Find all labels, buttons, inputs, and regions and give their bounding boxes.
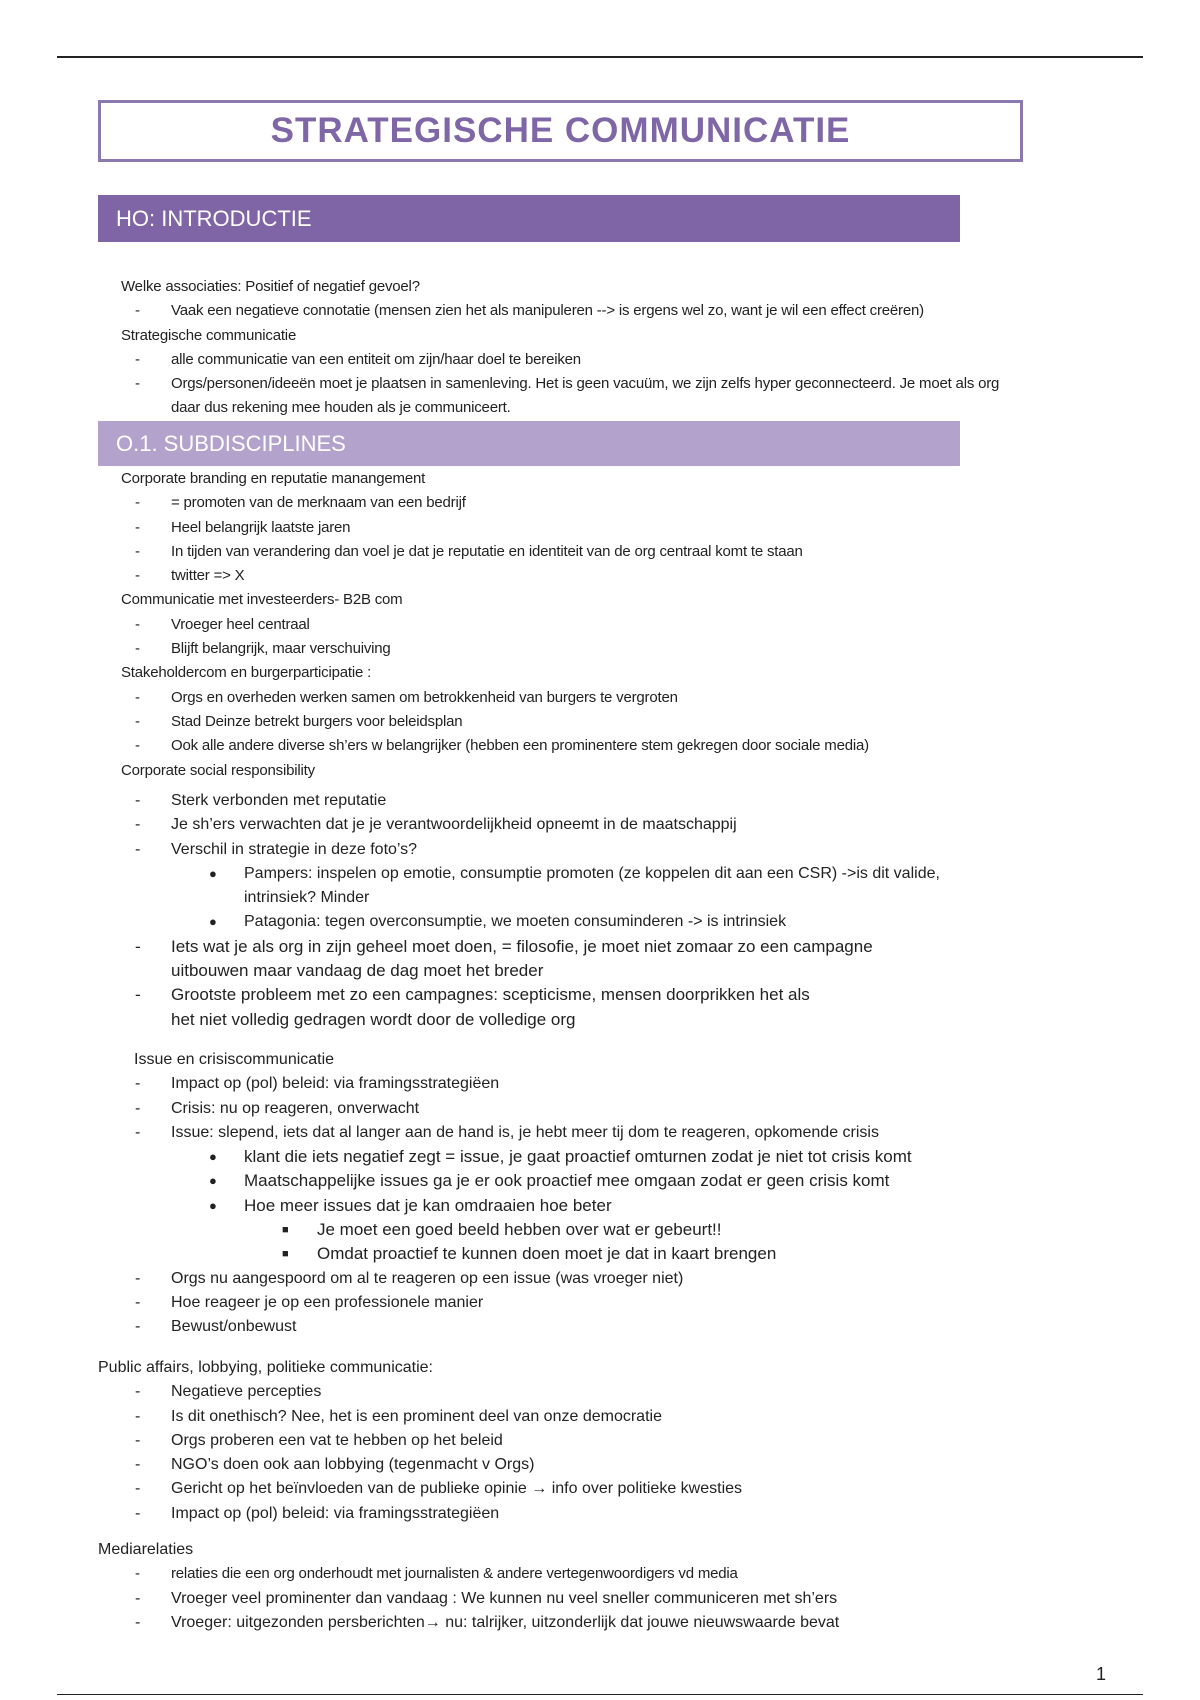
- document-title: STRATEGISCHE COMMUNICATIE: [270, 111, 851, 150]
- list-item: - In tijden van verandering dan voel je dat je reputatie en identiteit van de org centraal komt te staan: [0, 540, 1200, 564]
- list-item: - Iets wat je als org in zijn geheel moet doen, = filosofie, je moet niet zomaar zo een campagne: [0, 935, 1200, 959]
- dash-bullet: -: [135, 816, 141, 834]
- subheading: Strategische communicatie: [121, 326, 297, 344]
- list-item-continuation: uitbouwen maar vandaag de dag moet het breder: [171, 961, 544, 981]
- dash-bullet: -: [135, 1383, 141, 1401]
- dash-bullet: -: [135, 567, 140, 585]
- subheading: Issue en crisiscommunicatie: [134, 1051, 335, 1068]
- list-item: - Je sh’ers verwachten dat je je verantwoordelijkheid opneemt in de maatschappij: [0, 813, 1200, 837]
- sub-list-item: ● Pampers: inspelen op emotie, consumptie promoten (ze koppelen dit aan een CSR) ->is dit valide,: [0, 862, 1200, 886]
- issue-section: [0, 1048, 1200, 1340]
- list-item-continuation: daar dus rekening mee houden als je communiceert.: [171, 399, 511, 417]
- list-item: - Grootste probleem met zo een campagnes: scepticisme, mensen doorprikken het als: [0, 983, 1200, 1007]
- dash-bullet: -: [135, 518, 140, 536]
- sub-list-item: ● Patagonia: tegen overconsumptie, we moeten consuminderen -> is intrinsiek: [0, 910, 1200, 934]
- list-item: - Impact op (pol) beleid: via framingsstrategiëen: [0, 1502, 1200, 1526]
- mediarelaties-section: [0, 1538, 1200, 1635]
- dash-bullet: -: [135, 840, 141, 858]
- subheading: Corporate branding en reputatie manangement: [121, 470, 426, 487]
- list-item: - Bewust/onbewust: [0, 1315, 1200, 1339]
- list-item: - Is dit onethisch? Nee, het is een prominent deel van onze democratie: [0, 1405, 1200, 1429]
- sub-list-item: ● Maatschappelijke issues ga je er ook proactief mee omgaan zodat er geen crisis komt: [0, 1169, 1200, 1193]
- list-item: - Heel belangrijk laatste jaren: [0, 516, 1200, 540]
- square-bullet: ■: [282, 1224, 289, 1237]
- dash-bullet: -: [135, 1456, 141, 1474]
- list-item: - Verschil in strategie in deze foto’s?: [0, 838, 1200, 862]
- subheading: Corporate social responsibility: [121, 761, 315, 779]
- list-item-continuation: het niet volledig gedragen wordt door de volledige org: [171, 1009, 576, 1029]
- list-item: - Orgs nu aangespoord om al te reageren op een issue (was vroeger niet): [0, 1267, 1200, 1291]
- heading-introductie: HO: INTRODUCTIE: [98, 195, 960, 242]
- list-item: - Orgs en overheden werken samen om betrokkenheid van burgers te vergroten: [0, 686, 1200, 710]
- intro-section: [0, 275, 1200, 421]
- sub-sub-list-item: ■ Je moet een goed beeld hebben over wat er gebeurt!!: [0, 1218, 1200, 1242]
- list-item: - twitter => X: [0, 564, 1200, 588]
- list-item: - Gericht op het beïnvloeden van de publieke opinie → info over politieke kwesties: [0, 1477, 1200, 1501]
- csr-section: [0, 789, 1200, 1032]
- dash-bullet: -: [135, 350, 140, 368]
- list-item: - Ook alle andere diverse sh’ers w belangrijker (hebben een prominentere stem gekregen door sociale media): [0, 734, 1200, 758]
- dash-bullet: -: [135, 1269, 141, 1287]
- dash-bullet: -: [135, 737, 140, 755]
- dash-bullet: -: [135, 1504, 141, 1522]
- list-item: - Issue: slepend, iets dat al langer aan de hand is, je hebt meer tij dom te reageren, opkomende crisis: [0, 1121, 1200, 1145]
- dot-bullet: ●: [209, 914, 217, 930]
- dash-bullet: -: [135, 936, 141, 956]
- dash-bullet: -: [135, 1407, 141, 1425]
- list-item: - Impact op (pol) beleid: via framingsstrategiëen: [0, 1072, 1200, 1096]
- dash-bullet: -: [135, 1613, 141, 1631]
- top-rule: [57, 56, 1143, 58]
- list-item: - Orgs/personen/ideeën moet je plaatsen in samenleving. Het is geen vacuüm, we zijn zelfs hyper geconnecteerd. Je moet als org: [0, 372, 1200, 396]
- page-number: 1: [1096, 1664, 1107, 1684]
- list-item: - Stad Deinze betrekt burgers voor beleidsplan: [0, 710, 1200, 734]
- heading-subdisciplines: O.1. SUBDISCIPLINES: [98, 421, 960, 466]
- subheading: Mediarelaties: [98, 1541, 194, 1558]
- list-item: - NGO’s doen ook aan lobbying (tegenmacht v Orgs): [0, 1453, 1200, 1477]
- dash-bullet: -: [135, 712, 140, 730]
- list-item: - Sterk verbonden met reputatie: [0, 789, 1200, 813]
- list-item: - Vroeger heel centraal: [0, 613, 1200, 637]
- square-bullet: ■: [282, 1248, 289, 1261]
- dash-bullet: -: [135, 1075, 141, 1093]
- dot-bullet: ●: [209, 865, 217, 881]
- sub-list-item: ● klant die iets negatief zegt = issue, je gaat proactief omturnen zodat je niet tot crisis komt: [0, 1145, 1200, 1169]
- list-item: - relaties die een org onderhoudt met journalisten & andere vertegenwoordigers vd media: [0, 1562, 1200, 1586]
- dash-bullet: -: [135, 985, 141, 1005]
- dash-bullet: -: [135, 1431, 141, 1449]
- dash-bullet: -: [135, 615, 140, 633]
- list-item: - = promoten van de merknaam van een bedrijf: [0, 491, 1200, 515]
- subheading: Communicatie met investeerders- B2B com: [121, 591, 403, 609]
- dot-bullet: ●: [209, 1197, 217, 1213]
- intro-line: Welke associaties: Positief of negatief gevoel?: [121, 278, 420, 295]
- sub-list-item: ● Hoe meer issues dat je kan omdraaien hoe beter: [0, 1194, 1200, 1218]
- list-item: - Orgs proberen een vat te hebben op het beleid: [0, 1429, 1200, 1453]
- dash-bullet: -: [135, 688, 140, 706]
- list-item: - Vroeger: uitgezonden persberichten→ nu: talrijker, uitzonderlijk dat jouwe nieuwswaarde bevat: [0, 1611, 1200, 1635]
- bottom-rule: [57, 1694, 1143, 1695]
- dash-bullet: -: [135, 494, 140, 512]
- list-item: - alle communicatie van een entiteit om zijn/haar doel te bereiken: [0, 348, 1200, 372]
- dash-bullet: -: [135, 1293, 141, 1311]
- list-item: - Crisis: nu op reageren, onverwacht: [0, 1097, 1200, 1121]
- dash-bullet: -: [135, 1123, 141, 1141]
- list-item: - Vaak een negatieve connotatie (mensen zien het als manipuleren --> is ergens wel zo, want je wil een effect creëren): [0, 299, 1200, 323]
- subdisciplines-section: [0, 467, 1200, 783]
- dash-bullet: -: [135, 1589, 141, 1607]
- subheading: Stakeholdercom en burgerparticipatie :: [121, 664, 372, 682]
- sub-sub-list-item: ■ Omdat proactief te kunnen doen moet je dat in kaart brengen: [0, 1242, 1200, 1266]
- dash-bullet: -: [135, 542, 140, 560]
- list-item: - Negatieve percepties: [0, 1380, 1200, 1404]
- public-affairs-section: [0, 1356, 1200, 1526]
- list-item: - Blijft belangrijk, maar verschuiving: [0, 637, 1200, 661]
- dot-bullet: ●: [209, 1149, 217, 1165]
- dash-bullet: -: [135, 1565, 140, 1583]
- subheading: Public affairs, lobbying, politieke communicatie:: [98, 1359, 433, 1376]
- dash-bullet: -: [135, 1318, 141, 1336]
- dash-bullet: -: [135, 792, 141, 809]
- dot-bullet: ●: [209, 1173, 217, 1189]
- dash-bullet: -: [135, 640, 140, 658]
- dash-bullet: -: [135, 1099, 141, 1117]
- title-box: [98, 100, 1023, 162]
- dash-bullet: -: [135, 1480, 141, 1498]
- dash-bullet: -: [135, 375, 140, 393]
- dash-bullet: -: [135, 302, 140, 320]
- list-item: - Hoe reageer je op een professionele manier: [0, 1291, 1200, 1315]
- sub-list-item-continuation: intrinsiek? Minder: [244, 889, 370, 907]
- list-item: - Vroeger veel prominenter dan vandaag : We kunnen nu veel sneller communiceren met sh’ers: [0, 1587, 1200, 1611]
